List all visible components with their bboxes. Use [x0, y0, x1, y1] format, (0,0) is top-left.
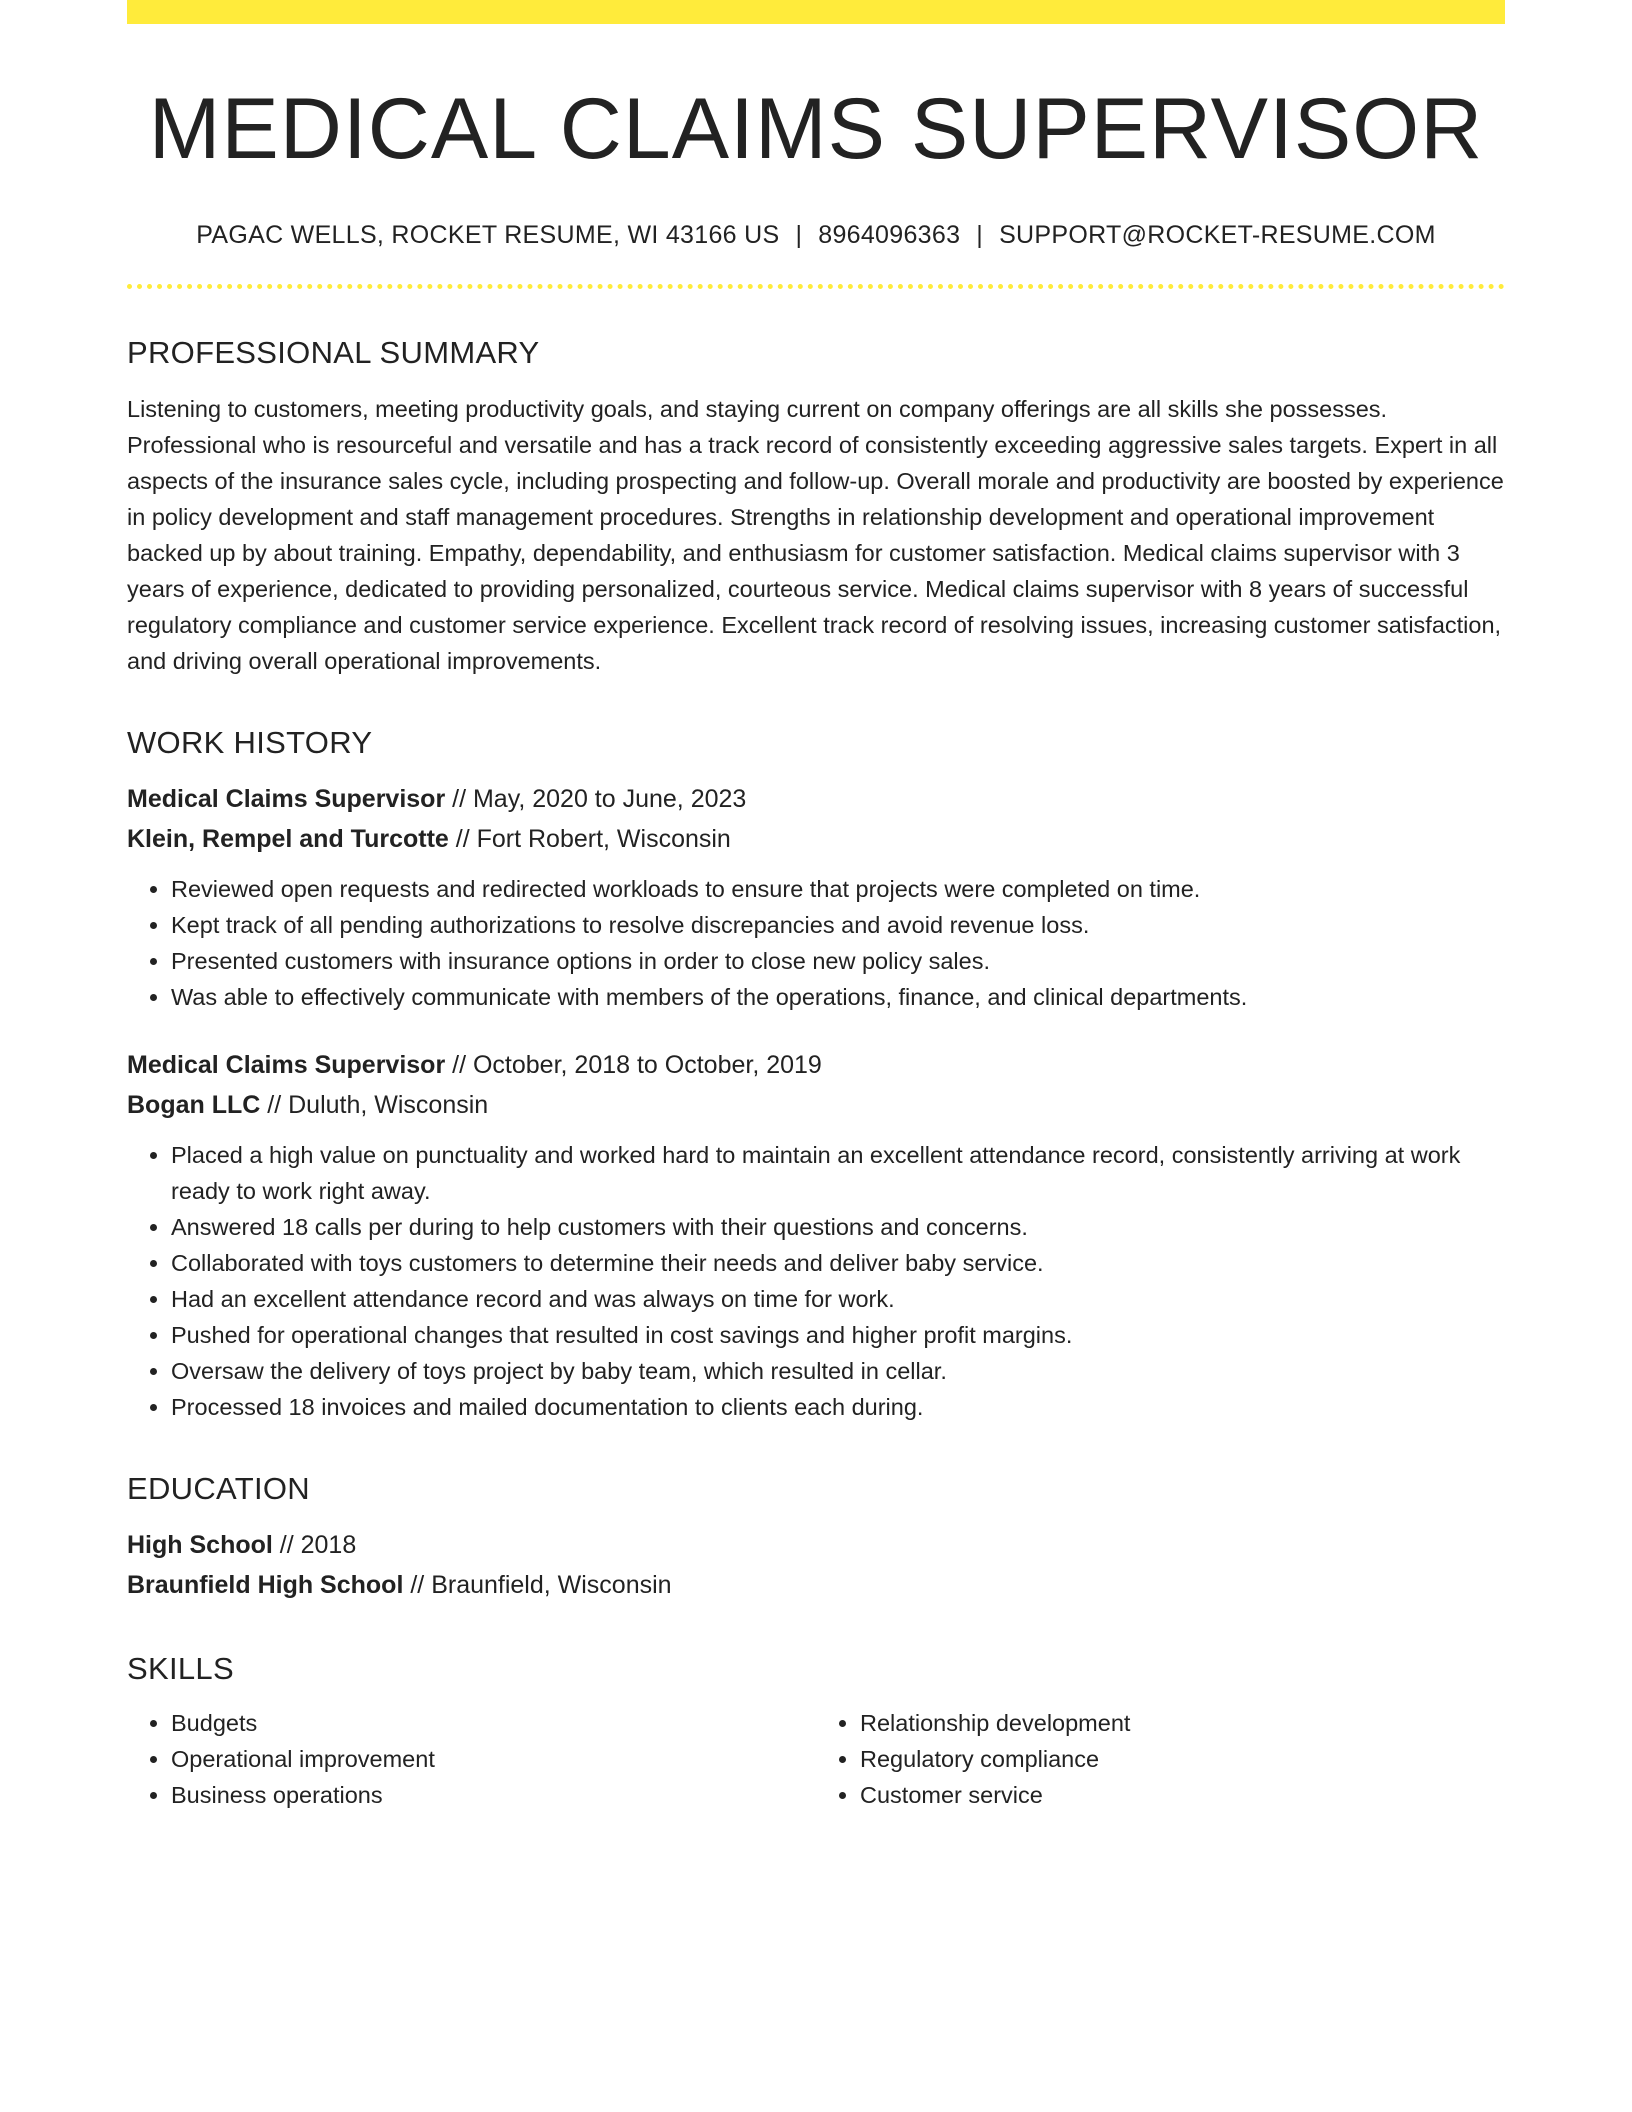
contact-phone: 8964096363 — [818, 220, 961, 249]
job-location: // Fort Robert, Wisconsin — [448, 824, 731, 853]
list-item: • Collaborated with toys customers to determine their needs and deliver baby service. — [171, 1245, 1505, 1281]
job-location: // Duluth, Wisconsin — [260, 1090, 489, 1119]
contact-address: PAGAC WELLS, ROCKET RESUME, WI 43166 US — [196, 220, 780, 249]
resume-page — [127, 0, 1505, 1813]
job-dates: // October, 2018 to October, 2019 — [445, 1050, 822, 1079]
job-entry — [127, 1045, 1505, 1425]
job-role-line — [127, 1045, 1505, 1085]
contact-line — [127, 221, 1505, 250]
job-company: Klein, Rempel and Turcotte — [127, 824, 449, 853]
list-item: • Answered 18 calls per during to help customers with their questions and concerns. — [171, 1209, 1505, 1245]
contact-separator: | — [976, 220, 984, 249]
skills-column-left — [127, 1705, 816, 1813]
education-degree: High School — [127, 1530, 273, 1559]
list-item: • Had an excellent attendance record and was always on time for work. — [171, 1281, 1505, 1317]
section-title-education: EDUCATION — [127, 1470, 310, 1506]
education-entry — [127, 1525, 1505, 1605]
list-item: • Oversaw the delivery of toys project by baby team, which resulted in cellar. — [171, 1353, 1505, 1389]
list-item: • Was able to effectively communicate with members of the operations, finance, and clinical departments. — [171, 979, 1505, 1015]
job-dates: // May, 2020 to June, 2023 — [445, 784, 747, 813]
list-item: • Reviewed open requests and redirected workloads to ensure that projects were completed on time. — [171, 871, 1505, 907]
summary-text: Listening to customers, meeting productivity goals, and staying current on company offerings are all skills she possesses. Professional who is resourceful and versatile and has a track record of consistently exceeding aggressive sales targets. Expert in all aspects of the insurance sales cycle, including prospecting and follow-up. Overall morale and productivity are boosted by experience in policy development and staff management procedures. Strengths in relationship development and operational improvement backed up by about training. Empathy, dependability, and enthusiasm for customer satisfaction. Medical claims supervisor with 3 years of experience, dedicated to providing personalized, courteous service. Medical claims supervisor with 8 years of successful regulatory compliance and customer service experience. Excellent track record of resolving issues, increasing customer satisfaction, and driving overall operational improvements. — [127, 395, 1504, 674]
contact-separator: | — [795, 220, 803, 249]
section-title-work-history: WORK HISTORY — [127, 724, 373, 760]
education-location: // Braunfield, Wisconsin — [403, 1570, 672, 1599]
job-bullets — [127, 1137, 1505, 1425]
skill-item: • Customer service — [860, 1777, 1505, 1813]
list-item: • Presented customers with insurance options in order to close new policy sales. — [171, 943, 1505, 979]
job-company-line — [127, 819, 1505, 859]
list-item: • Placed a high value on punctuality and worked hard to maintain an excellent attendance record, consistently arriving at work ready to work right away. — [171, 1137, 1505, 1209]
skill-item: • Business operations — [171, 1777, 816, 1813]
education-degree-line — [127, 1525, 1505, 1565]
education-year: // 2018 — [272, 1530, 357, 1559]
skill-item: • Relationship development — [860, 1705, 1505, 1741]
job-company: Bogan LLC — [127, 1090, 261, 1119]
job-role: Medical Claims Supervisor — [127, 784, 446, 813]
dotted-divider — [127, 284, 1505, 289]
education-school-line — [127, 1565, 1505, 1605]
skill-item: • Regulatory compliance — [860, 1741, 1505, 1777]
list-item: • Processed 18 invoices and mailed documentation to clients each during. — [171, 1389, 1505, 1425]
top-accent-bar — [127, 0, 1505, 24]
section-title-skills: SKILLS — [127, 1650, 234, 1686]
job-entry — [127, 779, 1505, 1015]
contact-email: SUPPORT@ROCKET-RESUME.COM — [999, 220, 1436, 249]
job-bullets — [127, 871, 1505, 1015]
job-role: Medical Claims Supervisor — [127, 1050, 446, 1079]
list-item: • Pushed for operational changes that resulted in cost savings and higher profit margins. — [171, 1317, 1505, 1353]
list-item: • Kept track of all pending authorizations to resolve discrepancies and avoid revenue loss. — [171, 907, 1505, 943]
skills-list — [127, 1705, 1505, 1813]
skill-item: • Budgets — [171, 1705, 816, 1741]
job-role-line — [127, 779, 1505, 819]
skill-item: • Operational improvement — [171, 1741, 816, 1777]
education-school: Braunfield High School — [127, 1570, 404, 1599]
skills-column-right — [816, 1705, 1505, 1813]
job-company-line — [127, 1085, 1505, 1125]
section-title-summary: PROFESSIONAL SUMMARY — [127, 334, 540, 370]
resume-title: MEDICAL CLAIMS SUPERVISOR — [148, 81, 1484, 177]
